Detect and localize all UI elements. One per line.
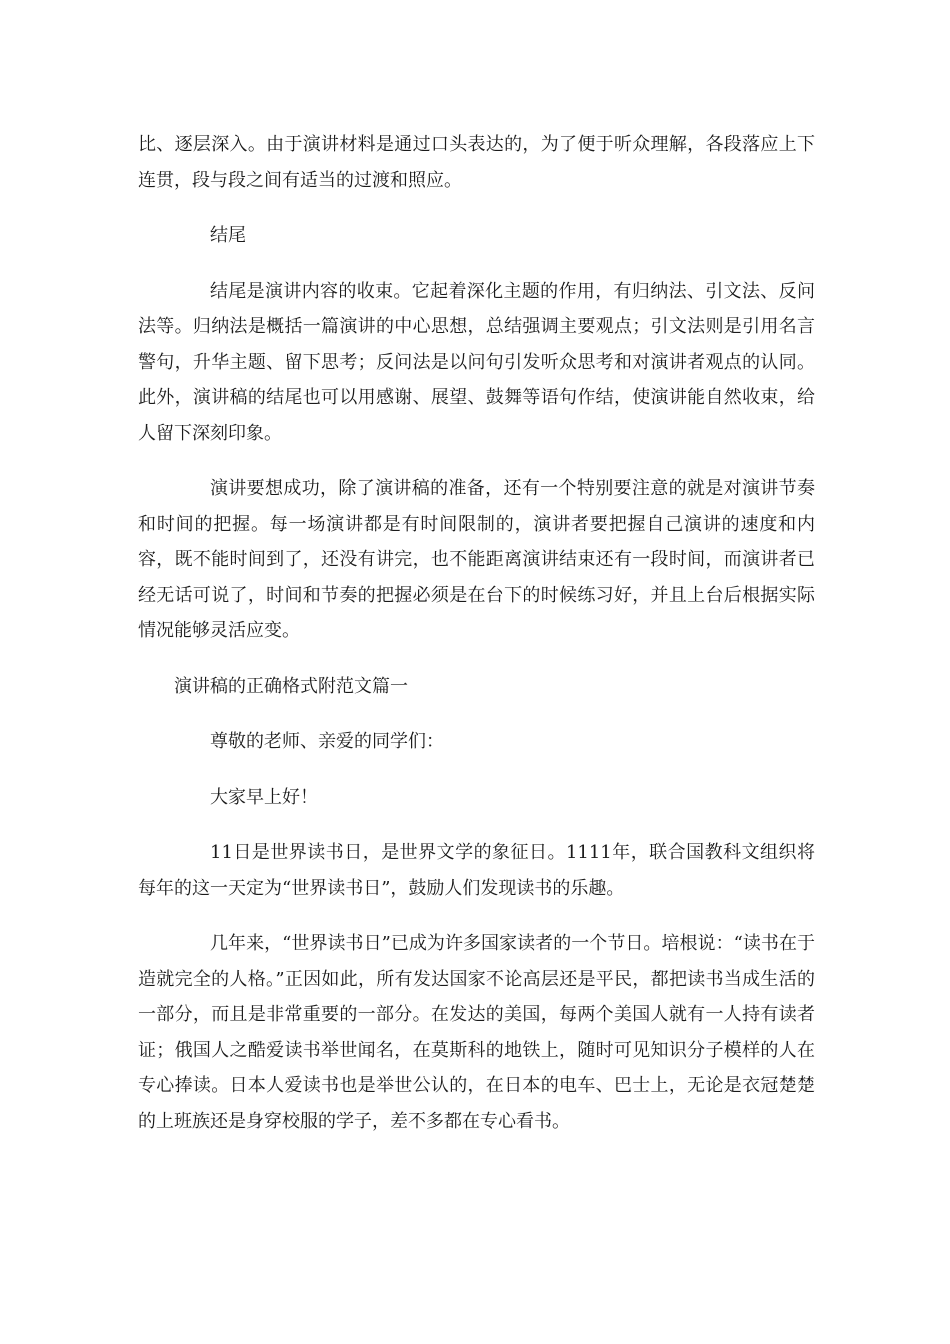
paragraph-ending-description: 结尾是演讲内容的收束。它起着深化主题的作用，有归纳法、引文法、反问法等。归纳法是概括一篇演讲的中心思想，总结强调主要观点；引文法则是引用名言警句，升华主题、留下思考；反问法是以问句引发听众思考和对演讲者观点的认同。此外，演讲稿的结尾也可以用感谢、展望、鼓舞等语句作结，使演讲能自然收束，给人留下深刻印象。 <box>138 280 815 444</box>
paragraph-speech-timing: 演讲要想成功，除了演讲稿的准备，还有一个特别要注意的就是对演讲节奏和时间的把握。每一场演讲都是有时间限制的，演讲者要把握自己演讲的速度和内容，既不能时间到了，还没有讲完，也不能距离演讲结束还有一段时间，而演讲者已经无话可说了，时间和节奏的把握必须是在台下的时候练习好，并且上台后根据实际情况能够灵活应变。 <box>138 478 815 641</box>
speech-greeting: 大家早上好！ <box>210 786 318 808</box>
section-heading-ending: 结尾 <box>210 225 246 246</box>
paragraph-world-book-day: 11日是世界读书日，是世界文学的象征日。1111年，联合国教科文组织将每年的这一天定为“世界读书日”，鼓励人们发现读书的乐趣。 <box>138 842 815 899</box>
sample-speech-title: 演讲稿的正确格式附范文篇一 <box>174 675 408 697</box>
document-body <box>138 127 815 1159</box>
paragraph-continuation: 比、逐层深入。由于演讲材料是通过口头表达的，为了便于听众理解，各段落应上下连贯，段与段之间有适当的过渡和照应。 <box>138 134 815 191</box>
speech-salutation: 尊敬的老师、亲爱的同学们： <box>210 731 444 752</box>
paragraph-reading-habits: 几年来，“世界读书日”已成为许多国家读者的一个节日。培根说：“读书在于造就完全的人格。”正因如此，所有发达国家不论高层还是平民，都把读书当成生活的一部分，而且是非常重要的一部分。在发达的美国，每两个美国人就有一人持有读者证；俄国人之酷爱读书举世闻名，在莫斯科的地铁上，随时可见知识分子模样的人在专心捧读。日本人爱读书也是举世公认的，在日本的电车、巴士上，无论是衣冠楚楚的上班族还是身穿校服的学子，差不多都在专心看书。 <box>138 933 815 1132</box>
